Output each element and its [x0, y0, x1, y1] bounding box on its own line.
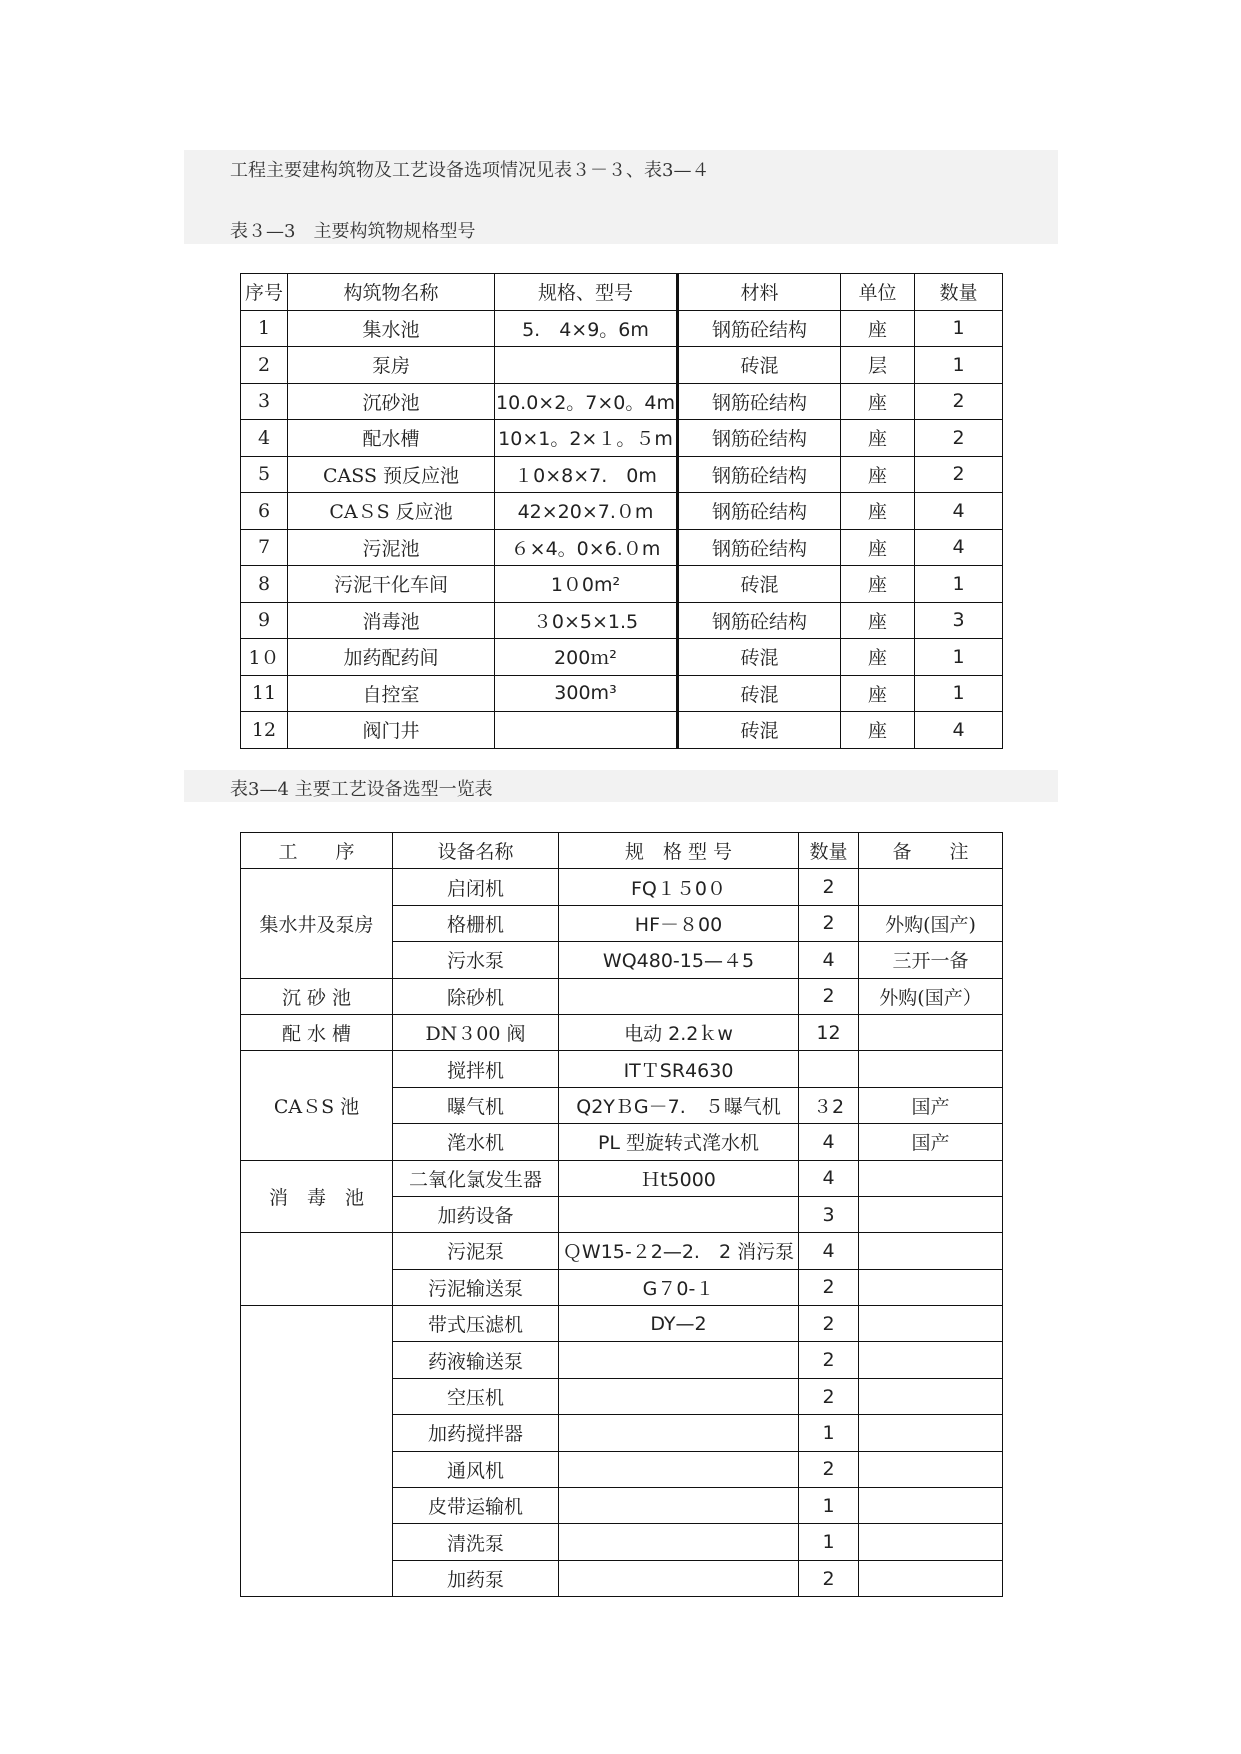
column-header: 材料: [678, 274, 841, 311]
equipment-name: 加药搅拌器: [393, 1415, 559, 1451]
equipment-name: 启闭机: [393, 869, 559, 905]
column-header: 工 序: [241, 833, 393, 869]
quantity-cell: 4: [799, 942, 859, 978]
column-header: 规 格 型 号: [559, 833, 799, 869]
unit-cell: 座: [841, 639, 915, 676]
quantity-cell: 2: [799, 905, 859, 941]
equipment-name: 空压机: [393, 1378, 559, 1414]
column-header: 规格、型号: [495, 274, 678, 311]
equipment-name: 滗水机: [393, 1124, 559, 1160]
row-index: 7: [241, 529, 288, 566]
model-cell: [559, 978, 799, 1014]
model-cell: HF－８00: [559, 905, 799, 941]
equipment-name: 加药设备: [393, 1196, 559, 1232]
unit-cell: 座: [841, 675, 915, 712]
spec-cell: １0×8×7. 0m: [495, 456, 678, 493]
material-cell: 钢筋砼结构: [678, 456, 841, 493]
remark-cell: 三开一备: [859, 942, 1003, 978]
structure-name: 配水槽: [288, 420, 495, 457]
row-index: 12: [241, 712, 288, 749]
unit-cell: 座: [841, 602, 915, 639]
structure-name: 自控室: [288, 675, 495, 712]
equipment-name: 药液输送泵: [393, 1342, 559, 1378]
model-cell: ITＴSR4630: [559, 1051, 799, 1087]
spec-cell: ３0×5×1.5: [495, 602, 678, 639]
equipment-name: 曝气机: [393, 1087, 559, 1123]
spec-cell: [495, 712, 678, 749]
table-row: [241, 493, 1003, 530]
table-header-row: [241, 833, 1003, 869]
spec-cell: 10.0×2。7×0。4m: [495, 383, 678, 420]
quantity-cell: 2: [799, 869, 859, 905]
remark-cell: [859, 1378, 1003, 1414]
remark-cell: [859, 1196, 1003, 1232]
table-row: [241, 602, 1003, 639]
row-index: 1: [241, 310, 288, 347]
quantity-cell: 2: [799, 1560, 859, 1596]
process-cell: [241, 1233, 393, 1306]
table-row: [241, 1051, 1003, 1087]
table-row: [241, 675, 1003, 712]
unit-cell: 座: [841, 420, 915, 457]
table-row: [241, 1014, 1003, 1050]
material-cell: 砖混: [678, 675, 841, 712]
quantity-cell: 12: [799, 1014, 859, 1050]
table-row: [241, 420, 1003, 457]
structure-name: CASS 预反应池: [288, 456, 495, 493]
structure-name: 阀门井: [288, 712, 495, 749]
quantity-cell: 4: [915, 529, 1003, 566]
unit-cell: 座: [841, 456, 915, 493]
model-cell: WQ480-15—４5: [559, 942, 799, 978]
equipment-table: [240, 832, 1003, 1597]
unit-cell: 座: [841, 383, 915, 420]
unit-cell: 座: [841, 310, 915, 347]
column-header: 数量: [915, 274, 1003, 311]
quantity-cell: 1: [915, 347, 1003, 384]
structure-name: 泵房: [288, 347, 495, 384]
unit-cell: 座: [841, 493, 915, 530]
material-cell: 钢筋砼结构: [678, 420, 841, 457]
equipment-name: 格栅机: [393, 905, 559, 941]
table-row: [241, 529, 1003, 566]
spec-cell: [495, 347, 678, 384]
quantity-cell: 4: [799, 1124, 859, 1160]
column-header: 单位: [841, 274, 915, 311]
model-cell: [559, 1415, 799, 1451]
table-row: [241, 869, 1003, 905]
remark-cell: [859, 1415, 1003, 1451]
model-cell: [559, 1378, 799, 1414]
row-index: 8: [241, 566, 288, 603]
quantity-cell: 2: [799, 1306, 859, 1342]
spec-cell: 42×20×7.０m: [495, 493, 678, 530]
remark-cell: 外购(国产）: [859, 978, 1003, 1014]
table-row: [241, 1306, 1003, 1342]
quantity-cell: 2: [915, 383, 1003, 420]
material-cell: 钢筋砼结构: [678, 529, 841, 566]
structure-name: 污泥干化车间: [288, 566, 495, 603]
remark-cell: [859, 1560, 1003, 1596]
quantity-cell: 1: [799, 1488, 859, 1524]
equipment-name: 加药泵: [393, 1560, 559, 1596]
row-index: 11: [241, 675, 288, 712]
equipment-name: 皮带运输机: [393, 1488, 559, 1524]
table-row: [241, 1160, 1003, 1196]
equipment-name: 清洗泵: [393, 1524, 559, 1560]
table1-caption: 表３—3 主要构筑物规格型号: [230, 221, 476, 242]
row-index: 6: [241, 493, 288, 530]
table-row: [241, 347, 1003, 384]
column-header: 设备名称: [393, 833, 559, 869]
column-header: 备 注: [859, 833, 1003, 869]
table-header-row: [241, 274, 1003, 311]
unit-cell: 座: [841, 529, 915, 566]
remark-cell: [859, 1014, 1003, 1050]
quantity-cell: 1: [915, 639, 1003, 676]
model-cell: Ｈt5000: [559, 1160, 799, 1196]
quantity-cell: 3: [915, 602, 1003, 639]
quantity-cell: 2: [799, 978, 859, 1014]
structure-name: 加药配药间: [288, 639, 495, 676]
model-cell: DY—2: [559, 1306, 799, 1342]
model-cell: [559, 1451, 799, 1487]
model-cell: PL 型旋转式滗水机: [559, 1124, 799, 1160]
quantity-cell: 3: [799, 1196, 859, 1232]
equipment-name: 污泥泵: [393, 1233, 559, 1269]
row-index: 5: [241, 456, 288, 493]
quantity-cell: [799, 1051, 859, 1087]
structure-name: 集水池: [288, 310, 495, 347]
model-cell: [559, 1196, 799, 1232]
remark-cell: [859, 1051, 1003, 1087]
remark-cell: [859, 1269, 1003, 1305]
quantity-cell: 2: [799, 1378, 859, 1414]
remark-cell: [859, 1160, 1003, 1196]
equipment-name: 二氧化氯发生器: [393, 1160, 559, 1196]
process-cell: 消 毒 池: [241, 1160, 393, 1233]
row-index: 1０: [241, 639, 288, 676]
row-index: 9: [241, 602, 288, 639]
equipment-name: 带式压滤机: [393, 1306, 559, 1342]
column-header: 数量: [799, 833, 859, 869]
remark-cell: [859, 1488, 1003, 1524]
model-cell: Q2YＢG－7. ５曝气机: [559, 1087, 799, 1123]
spec-cell: ６×4。0×6.０m: [495, 529, 678, 566]
material-cell: 砖混: [678, 347, 841, 384]
remark-cell: [859, 1342, 1003, 1378]
table-row: [241, 566, 1003, 603]
spec-cell: 200ｍ²: [495, 639, 678, 676]
spec-cell: 5. 4×9。6m: [495, 310, 678, 347]
table2-caption: 表3—4 主要工艺设备选型一览表: [230, 779, 493, 800]
process-cell: 配 水 槽: [241, 1014, 393, 1050]
column-header: 构筑物名称: [288, 274, 495, 311]
material-cell: 砖混: [678, 712, 841, 749]
table-row: [241, 712, 1003, 749]
equipment-name: 通风机: [393, 1451, 559, 1487]
remark-cell: [859, 1524, 1003, 1560]
remark-cell: [859, 1306, 1003, 1342]
remark-cell: [859, 1233, 1003, 1269]
remark-cell: 外购(国产): [859, 905, 1003, 941]
process-cell: CAＳS 池: [241, 1051, 393, 1160]
equipment-name: 除砂机: [393, 978, 559, 1014]
quantity-cell: 2: [915, 420, 1003, 457]
quantity-cell: 2: [799, 1451, 859, 1487]
spec-cell: 10×1。2×１。５m: [495, 420, 678, 457]
unit-cell: 层: [841, 347, 915, 384]
remark-cell: 国产: [859, 1124, 1003, 1160]
quantity-cell: ３2: [799, 1087, 859, 1123]
structure-name: CAＳS 反应池: [288, 493, 495, 530]
equipment-name: DN３00 阀: [393, 1014, 559, 1050]
model-cell: ＱW15-２2—2. 2 消污泵: [559, 1233, 799, 1269]
column-header: 序号: [241, 274, 288, 311]
model-cell: [559, 1342, 799, 1378]
table-row: [241, 639, 1003, 676]
spec-cell: 300m³: [495, 675, 678, 712]
quantity-cell: 1: [799, 1415, 859, 1451]
table-row: [241, 383, 1003, 420]
material-cell: 钢筋砼结构: [678, 493, 841, 530]
table-row: [241, 456, 1003, 493]
unit-cell: 座: [841, 566, 915, 603]
intro-text: 工程主要建构筑物及工艺设备选项情况见表３－３、表3—４: [230, 160, 710, 181]
row-index: 4: [241, 420, 288, 457]
process-cell: [241, 1306, 393, 1597]
model-cell: G７0-１: [559, 1269, 799, 1305]
structure-name: 沉砂池: [288, 383, 495, 420]
equipment-name: 污水泵: [393, 942, 559, 978]
quantity-cell: 2: [799, 1342, 859, 1378]
process-cell: 沉 砂 池: [241, 978, 393, 1014]
structures-table: [240, 273, 1003, 749]
equipment-name: 搅拌机: [393, 1051, 559, 1087]
material-cell: 钢筋砼结构: [678, 383, 841, 420]
model-cell: FQ１５0０: [559, 869, 799, 905]
table-row: [241, 1233, 1003, 1269]
quantity-cell: 1: [799, 1524, 859, 1560]
quantity-cell: 1: [915, 566, 1003, 603]
remark-cell: [859, 869, 1003, 905]
quantity-cell: 4: [915, 493, 1003, 530]
unit-cell: 座: [841, 712, 915, 749]
quantity-cell: 2: [915, 456, 1003, 493]
structure-name: 消毒池: [288, 602, 495, 639]
model-cell: [559, 1524, 799, 1560]
equipment-name: 污泥输送泵: [393, 1269, 559, 1305]
spec-cell: 1０0m²: [495, 566, 678, 603]
remark-cell: 国产: [859, 1087, 1003, 1123]
table-row: [241, 310, 1003, 347]
process-cell: 集水井及泵房: [241, 869, 393, 978]
quantity-cell: 2: [799, 1269, 859, 1305]
model-cell: [559, 1488, 799, 1524]
material-cell: 砖混: [678, 566, 841, 603]
quantity-cell: 4: [799, 1160, 859, 1196]
quantity-cell: 1: [915, 675, 1003, 712]
row-index: 2: [241, 347, 288, 384]
material-cell: 钢筋砼结构: [678, 602, 841, 639]
row-index: 3: [241, 383, 288, 420]
structure-name: 污泥池: [288, 529, 495, 566]
material-cell: 砖混: [678, 639, 841, 676]
table-row: [241, 978, 1003, 1014]
quantity-cell: 4: [915, 712, 1003, 749]
model-cell: [559, 1560, 799, 1596]
model-cell: 电动 2.2ｋw: [559, 1014, 799, 1050]
quantity-cell: 1: [915, 310, 1003, 347]
material-cell: 钢筋砼结构: [678, 310, 841, 347]
remark-cell: [859, 1451, 1003, 1487]
quantity-cell: 4: [799, 1233, 859, 1269]
